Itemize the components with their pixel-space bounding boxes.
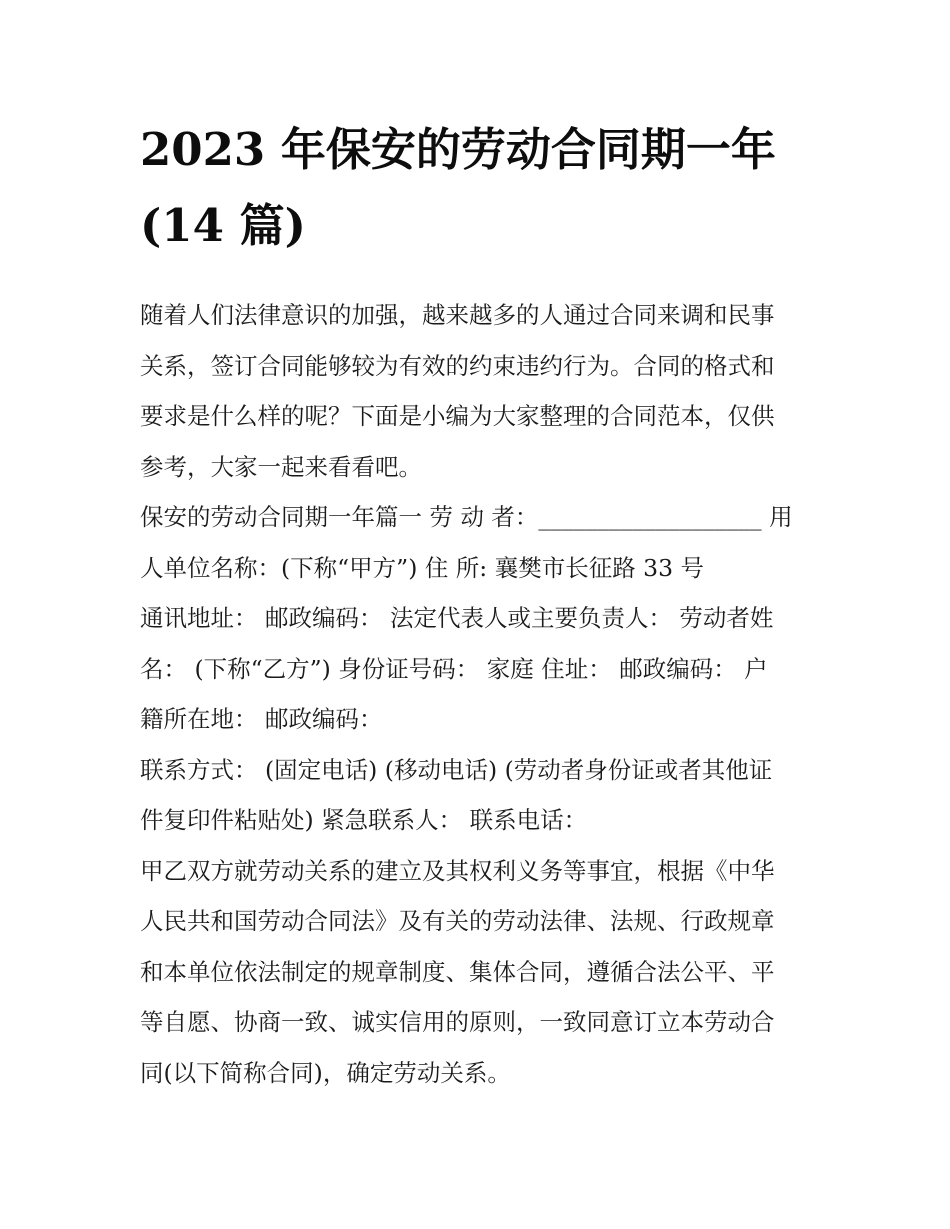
intro-paragraph [140, 290, 812, 492]
contact-paragraph [140, 745, 812, 846]
document-page [140, 112, 812, 1098]
text-line: 人单位名称：(下称“甲方”) 住 所: 襄樊市长征路 33 号 [140, 553, 705, 582]
text-line: 和本单位依法制定的规章制度、集体合同，遵循合法公平、平 [140, 957, 775, 986]
title-line: 2023 年保安的劳动合同期一年 [140, 123, 776, 176]
text-line: 人民共和国劳动合同法》及有关的劳动法律、法规、行政规章 [140, 907, 775, 935]
text-line: 关系，签订合同能够较为有效的约束违约行为。合同的格式和 [140, 351, 775, 380]
text-line: 籍所在地： 邮政编码： [140, 705, 383, 733]
text-line: 联系方式： (固定电话) (移动电话) (劳动者身份证或者其他证 [140, 755, 773, 784]
agreement-paragraph [140, 846, 812, 1099]
document-title [140, 112, 812, 264]
text-line: 参考，大家一起来看看吧。 [140, 452, 422, 481]
document-body [140, 290, 812, 1098]
text-line: 名： (下称“乙方”) 身份证号码： 家庭 住址： 邮政编码： 户 [140, 654, 768, 683]
address-paragraph [140, 593, 812, 745]
text-line: 要求是什么样的呢？下面是小编为大家整理的合同范本，仅供 [140, 402, 775, 430]
text-line: 甲乙双方就劳动关系的建立及其权利义务等事宜，根据《中华 [140, 856, 775, 885]
text-line: 等自愿、协商一致、诚实信用的原则，一致同意订立本劳动合 [140, 1008, 775, 1036]
text-line: 保安的劳动合同期一年篇一 劳 动 者：___________________ 用 [140, 503, 793, 531]
text-line: 通讯地址： 邮政编码： 法定代表人或主要负责人： 劳动者姓 [140, 604, 774, 632]
text-line: 随着人们法律意识的加强，越来越多的人通过合同来调和民事 [140, 301, 775, 329]
text-line: 同(以下简称合同)，确定劳动关系。 [140, 1058, 511, 1087]
parties-paragraph [140, 492, 812, 593]
title-line: (14 篇) [140, 199, 306, 252]
text-line: 件复印件粘贴处) 紧急联系人： 联系电话： [140, 806, 588, 834]
